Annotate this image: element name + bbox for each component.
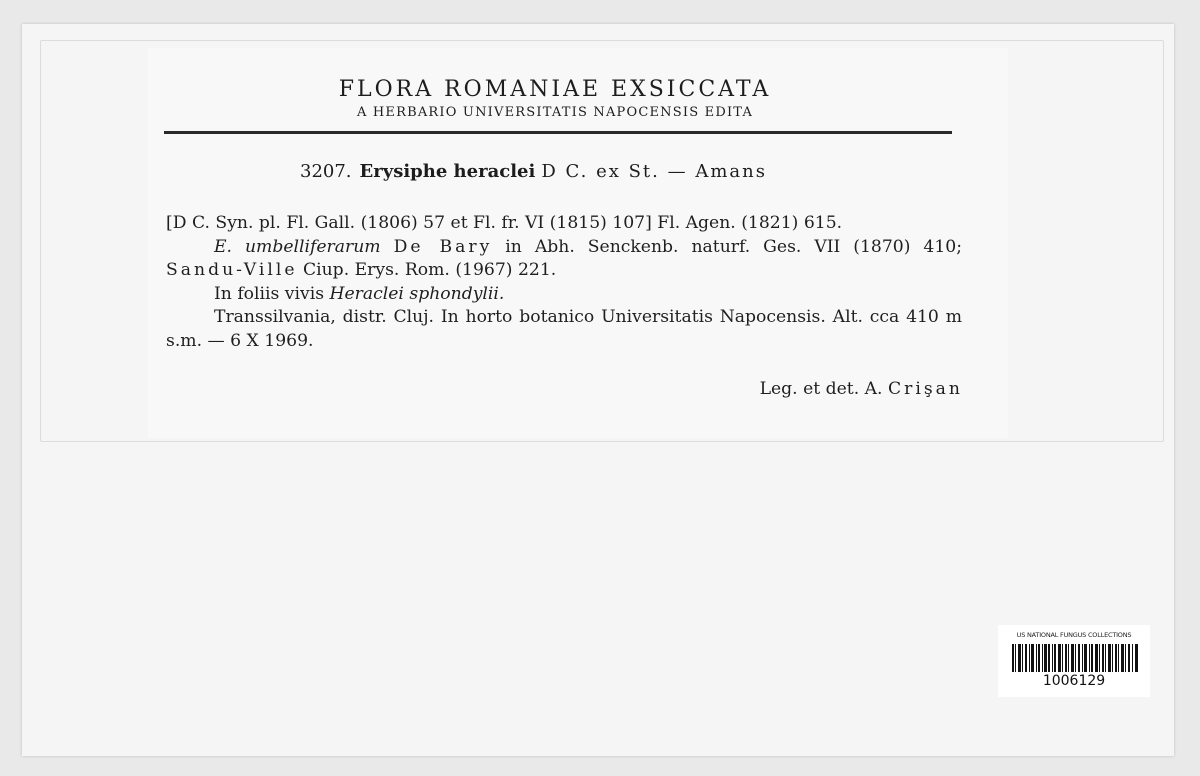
species-line [300, 161, 860, 182]
species-name: Erysiphe heraclei [359, 161, 536, 182]
locality-text: Transsilvania, distr. Cluj. In horto botanico Universitatis Napocensis. Alt. cca 410 m s.m. — 6 X 1969. [166, 307, 962, 351]
citation-text: [D C. Syn. pl. Fl. Gall. (1806) 57 et Fl. fr. VI (1815) 107] Fl. Agen. (1821) 615. [166, 213, 843, 233]
host-text [166, 283, 962, 307]
synonym-reference-2: Ciup. Erys. Rom. (1967) 221. [302, 260, 557, 280]
series-title: FLORA ROMANIAE EXSICCATA [338, 77, 772, 102]
legator-name: Crişan [887, 379, 963, 399]
synonym-name: E. umbelliferarum [214, 236, 381, 257]
species-authority: D C. ex St. — Amans [541, 161, 767, 182]
synonym-author: De Bary [393, 236, 493, 257]
legator-prefix: Leg. et det. A. [759, 379, 883, 399]
barcode-icon [1012, 644, 1138, 672]
label-body [166, 212, 962, 353]
barcode-number: 1006129 [1042, 673, 1106, 689]
synonym-author-2: Sandu-Ville [166, 260, 298, 280]
series-subtitle: A HERBARIO UNIVERSITATIS NAPOCENSIS EDITA [356, 105, 754, 120]
label-header [155, 76, 955, 122]
header-rule [164, 131, 952, 134]
barcode-organization: US NATIONAL FUNGUS COLLECTIONS [1016, 631, 1132, 639]
exsiccata-number: 3207. [300, 161, 352, 182]
synonym-text [166, 236, 962, 283]
host-name: Heraclei sphondylii. [329, 283, 505, 304]
synonym-reference: in Abh. Senckenb. naturf. Ges. VII (1870) 410; [505, 236, 963, 257]
barcode-label [998, 625, 1150, 697]
legator-line [683, 379, 963, 399]
host-prefix: In foliis vivis [214, 283, 325, 304]
